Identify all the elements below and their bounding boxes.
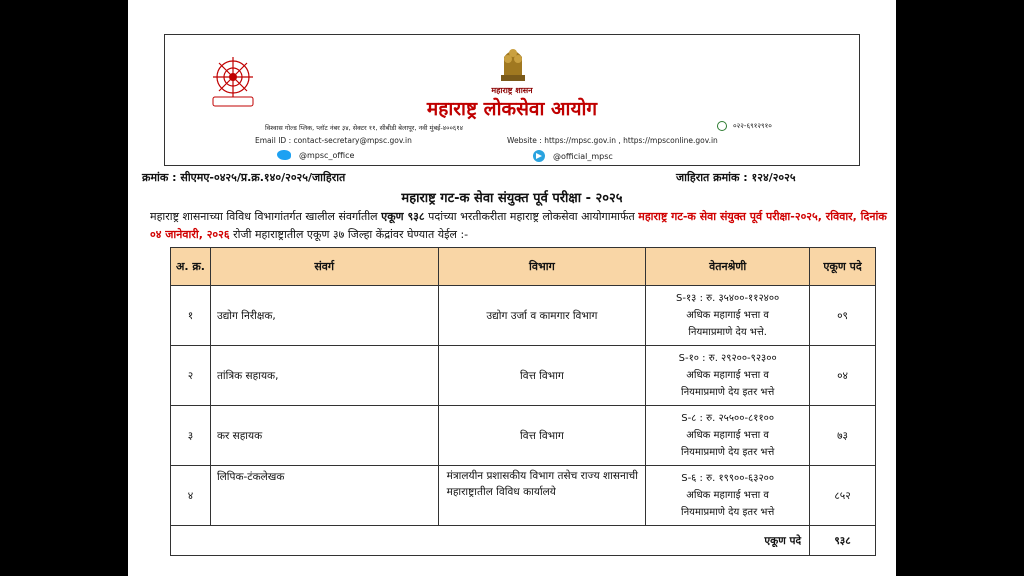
row-department: वित्त विभाग: [438, 346, 646, 406]
pay-scale-line: S-१३ : रु. ३५४००-११२४००: [676, 293, 780, 304]
total-label: एकूण पदे: [171, 526, 810, 556]
website-links[interactable]: Website : https://mpsc.gov.in , https://mpsconline.gov.in: [507, 136, 718, 145]
intro-paragraph: [150, 208, 892, 244]
header-pay-scale: वेतनश्रेणी: [646, 248, 810, 286]
row-pay-scale: [646, 286, 810, 346]
table-total-row: [171, 526, 876, 556]
government-label: महाराष्ट्र शासन: [491, 86, 533, 95]
table-header-row: [171, 248, 876, 286]
row-department: मंत्रालयीन प्रशासकीय विभाग तसेच राज्य शासनाची महाराष्ट्रातील विविध कार्यालये: [438, 466, 646, 526]
pay-scale-line: अधिक महागाई भत्ता व: [686, 430, 769, 441]
phone-row: [717, 121, 772, 131]
row-serial: ४: [171, 466, 211, 526]
phone-icon: [717, 121, 727, 131]
telegram-handle-row[interactable]: [533, 150, 613, 162]
telegram-handle: @official_mpsc: [553, 151, 613, 161]
header-total-posts: एकूण पदे: [810, 248, 876, 286]
header-cadre: संवर्ग: [210, 248, 438, 286]
twitter-handle: @mpsc_office: [299, 150, 355, 160]
intro-text-2: पदांच्या भरतीकरीता महाराष्ट्र लोकसेवा आयोगामार्फत: [424, 210, 639, 223]
intro-total-posts: एकूण ९३८: [381, 210, 425, 223]
pay-scale-line: नियमाप्रमाणे देय इतर भत्ते: [681, 387, 775, 398]
pay-scale-line: नियमाप्रमाणे देय इतर भत्ते: [681, 447, 775, 458]
row-pay-scale: [646, 466, 810, 526]
telegram-icon: [533, 150, 545, 162]
row-serial: ३: [171, 406, 211, 466]
row-pay-scale: [646, 346, 810, 406]
row-serial: १: [171, 286, 211, 346]
pay-scale-line: नियमाप्रमाणे देय इतर भत्ते: [681, 507, 775, 518]
row-total-posts: ७३: [810, 406, 876, 466]
table-row: [171, 346, 876, 406]
pay-scale-line: अधिक महागाई भत्ता व: [686, 490, 769, 501]
email-address[interactable]: Email ID : contact-secretary@mpsc.gov.in: [255, 136, 412, 145]
pay-scale-line: S-१० : रु. २९२००-९२३००: [678, 353, 777, 364]
intro-text-3: रोजी महाराष्ट्रातील एकूण ३७ जिल्हा केंद्रांवर घेण्यात येईल :-: [229, 228, 469, 241]
row-department: उद्योग उर्जा व कामगार विभाग: [438, 286, 646, 346]
row-total-posts: ८५२: [810, 466, 876, 526]
row-total-posts: ०४: [810, 346, 876, 406]
intro-exam-date: महाराष्ट्र गट-क सेवा संयुक्त पूर्व परीक्षा-२०२५, रविवार, दिनांक ०४ जानेवारी, २०२६: [150, 210, 887, 241]
office-address: विश्वास गोल्ड प्लिक, प्लॉट नंबर ३४, सेक्टर ११, सीबीडी बेलापूर, नवी मुंबई-४००६१४: [265, 124, 463, 132]
row-serial: २: [171, 346, 211, 406]
row-cadre: कर सहायक: [210, 406, 438, 466]
pay-scale-line: अधिक महागाई भत्ता व: [686, 310, 769, 321]
row-pay-scale: [646, 406, 810, 466]
phone-number: ०२२-६९१२९१०: [733, 121, 772, 130]
table-row: [171, 286, 876, 346]
notice-page: [128, 0, 896, 576]
table-row: [171, 406, 876, 466]
national-emblem-icon: [495, 41, 531, 85]
table-row: [171, 466, 876, 526]
row-cadre: उद्योग निरीक्षक,: [210, 286, 438, 346]
pay-scale-line: नियमाप्रमाणे देय भत्ते.: [688, 327, 767, 338]
row-cadre: तांत्रिक सहायक,: [210, 346, 438, 406]
intro-text-1: महाराष्ट्र शासनाच्या विविध विभागांतर्गत खालील संवर्गातील: [150, 210, 382, 223]
header-department: विभाग: [438, 248, 646, 286]
twitter-icon: [277, 150, 291, 160]
header-serial: अ. क्र.: [171, 248, 211, 286]
twitter-handle-row[interactable]: [277, 150, 354, 160]
exam-title: महाराष्ट्र गट-क सेवा संयुक्त पूर्व परीक्षा - २०२५: [401, 191, 623, 206]
commission-name: महाराष्ट्र लोकसेवा आयोग: [426, 98, 598, 120]
row-cadre: लिपिक-टंकलेखक: [210, 466, 438, 526]
row-total-posts: ०९: [810, 286, 876, 346]
reference-number: क्रमांक : सीएमए-०४२५/प्र.क्र.१४०/२०२५/जाहिरात: [142, 171, 346, 184]
row-department: वित्त विभाग: [438, 406, 646, 466]
pay-scale-line: अधिक महागाई भत्ता व: [686, 370, 769, 381]
pay-scale-line: S-६ : रु. १९९००-६३२००: [681, 473, 775, 484]
advertisement-number: जाहिरात क्रमांक : १२४/२०२५: [676, 171, 796, 184]
letterhead: [164, 34, 860, 166]
posts-table: [170, 247, 876, 556]
pay-scale-line: S-८ : रु. २५५००-८११००: [681, 413, 775, 424]
total-value: ९३८: [810, 526, 876, 556]
